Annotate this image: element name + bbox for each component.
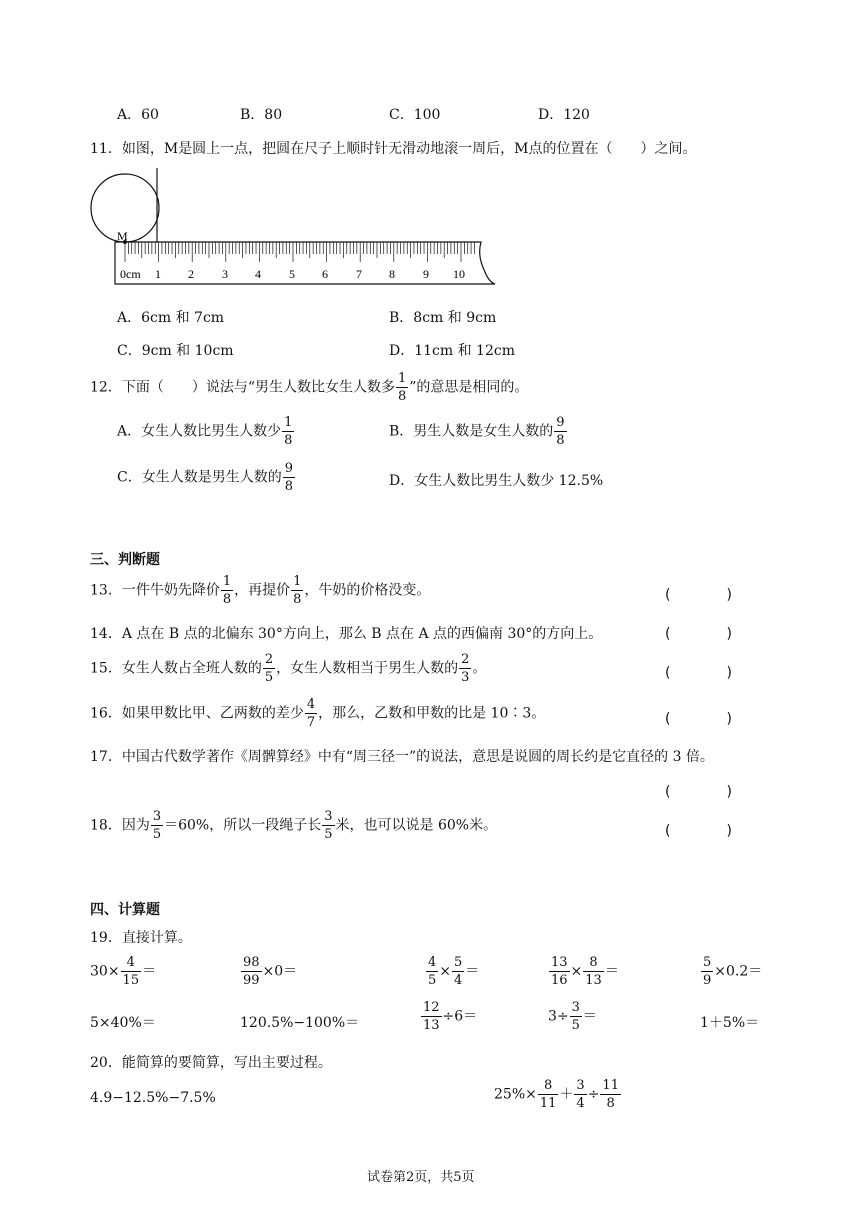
tick-label-1: 1 [155, 267, 161, 281]
tick-label-6: 6 [322, 267, 328, 281]
q19-r1-e4: $\frac{13}{16}$ × $\frac{8}{13}$ ＝ [551, 955, 619, 988]
tick-label-8: 8 [389, 267, 395, 281]
ruler-figure [85, 168, 505, 290]
q11-stem: 11．如图，M是圆上一点，把圆在尺子上顺时针无滑动地滚一周后，M点的位置在（ ）之间。 [90, 141, 697, 157]
q17-answer-paren[interactable]: ( ) [665, 784, 732, 800]
q19-stem: 19．直接计算。 [90, 930, 192, 946]
ruler-ticks [125, 242, 474, 262]
q18: 18．因为 $\frac{3}{5}$ ＝60%，所以一段绳子长 $\frac{3}{5}$ 米，也可以说是 60%米。 [90, 809, 498, 842]
tick-label-5: 5 [289, 267, 295, 281]
q15: 15．女生人数占全班人数的 $\frac{2}{5}$ ，女生人数相当于男生人数的 $\frac{2}{3}$ 。 [90, 652, 487, 685]
tick-label-9: 9 [423, 267, 429, 281]
q11-option-c: C．9cm 和 10cm [117, 343, 234, 359]
section3-title: 三、判断题 [90, 552, 160, 568]
q19-r2-e4: 3÷ $\frac{3}{5}$ ＝ [548, 1000, 597, 1033]
q14-answer-paren[interactable]: ( ) [665, 626, 732, 642]
q19-r1-e3: $\frac{4}{5}$ × $\frac{5}{4}$ ＝ [428, 955, 480, 988]
tick-label-0: 0cm [120, 267, 141, 281]
tick-label-7: 7 [356, 267, 362, 281]
q15-answer-paren[interactable]: ( ) [665, 665, 732, 681]
q19-r2-e3: $\frac{12}{13}$ ÷6＝ [423, 1000, 478, 1033]
page-footer: 试卷第2页，共5页 [367, 1170, 475, 1185]
q16-answer-paren[interactable]: ( ) [665, 711, 732, 727]
q18-answer-paren[interactable]: ( ) [665, 823, 732, 839]
tick-label-10: 10 [453, 267, 465, 281]
q10-option-b: B．80 [240, 107, 283, 123]
section4-title: 四、计算题 [90, 902, 160, 918]
point-m-label: M [117, 229, 128, 243]
tick-label-2: 2 [188, 267, 194, 281]
q11-option-d: D．11cm 和 12cm [389, 343, 515, 359]
q16: 16．如果甲数比甲、乙两数的差少 $\frac{4}{7}$ ，那么，乙数和甲数的比是 10∶3。 [90, 697, 546, 730]
q17: 17．中国古代数学著作《周髀算经》中有“周三径一”的说法，意思是说圆的周长约是它直径的 3 倍。 [90, 749, 714, 765]
q12-option-a: A．女生人数比男生人数少 $\frac{1}{8}$ [117, 415, 293, 448]
q13-answer-paren[interactable]: ( ) [665, 587, 732, 603]
q12-stem-fraction: $\frac{1}{8}$ [397, 371, 407, 404]
q19-r2-e1: 5×40%＝ [90, 1015, 156, 1031]
q20-e2: 25%× $\frac{8}{11}$ ＋ $\frac{3}{4}$ ÷ $\frac{11}{8}$ [494, 1078, 619, 1111]
q12-stem [90, 372, 528, 403]
q14: 14．A 点在 B 点的北偏东 30°方向上，那么 B 点在 A 点的西偏南 30°的方向上。 [90, 626, 603, 642]
q12-option-c: C．女生人数是男生人数的 $\frac{9}{8}$ [117, 461, 293, 494]
tick-label-4: 4 [255, 267, 261, 281]
q12-stem-text: 12．下面（ ）说法与“男生人数比女生人数多 [90, 379, 395, 396]
q10-option-a: A．60 [117, 107, 159, 123]
q11-option-b: B．8cm 和 9cm [389, 310, 497, 326]
q20-stem: 20．能简算的要简算，写出主要过程。 [90, 1055, 332, 1071]
q10-option-d: D．120 [538, 107, 590, 123]
q13: 13．一件牛奶先降价 $\frac{1}{8}$ ，再提价 $\frac{1}{8}$ ，牛奶的价格没变。 [90, 574, 431, 607]
q19-r2-e5: 1＋5%＝ [700, 1015, 760, 1031]
q11-option-a: A．6cm 和 7cm [117, 310, 225, 326]
q12-option-d: D．女生人数比男生人数少 12.5% [389, 473, 604, 489]
tick-label-3: 3 [222, 267, 228, 281]
q20-e1: 4.9−12.5%−7.5% [90, 1090, 216, 1106]
q19-r1-e1: 30× $\frac{4}{15}$ ＝ [90, 955, 157, 988]
q10-option-c: C．100 [389, 107, 441, 123]
q19-r1-e2: $\frac{98}{99}$ ×0＝ [243, 955, 298, 988]
q12-option-b: B．男生人数是女生人数的 $\frac{9}{8}$ [389, 415, 565, 448]
q12-stem-end: ”的意思是相同的。 [409, 379, 529, 396]
q19-r2-e2: 120.5%−100%＝ [240, 1015, 360, 1031]
q19-r1-e5: $\frac{5}{9}$ ×0.2＝ [703, 955, 763, 988]
